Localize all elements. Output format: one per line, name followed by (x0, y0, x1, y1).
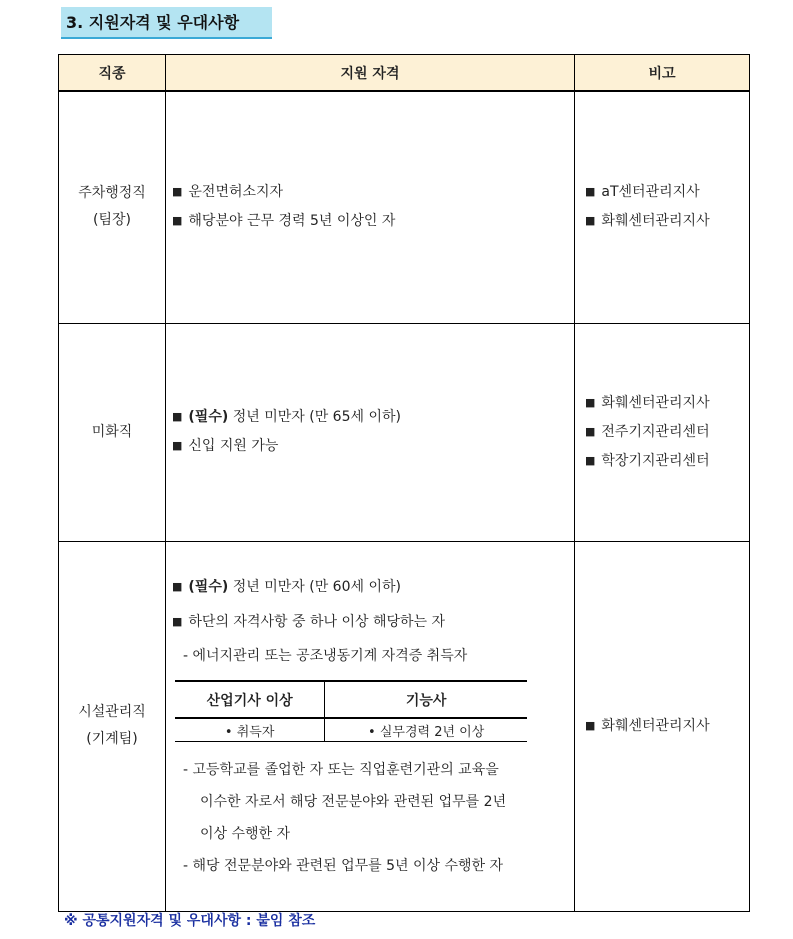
bullet-square-icon: ■ (585, 395, 596, 409)
license-header-craftsman: 기능사 (325, 681, 527, 718)
bullet-square-icon: ■ (585, 453, 596, 467)
license-header-industrial: 산업기사 이상 (175, 681, 325, 718)
note-cell (575, 91, 750, 323)
qualification-cell (166, 91, 575, 323)
job-title: 주차행정직 (78, 185, 146, 202)
bullet-square-icon: ■ (172, 615, 183, 628)
table-row (59, 91, 750, 323)
bullet-square-icon: ■ (172, 214, 183, 228)
list-item: ■ aT센터관리지사 (585, 184, 700, 201)
note-cell (575, 541, 750, 911)
job-cell (59, 541, 166, 911)
list-item: ■ 학장기지관리센터 (585, 452, 710, 469)
list-item: ■ 화훼센터관리지사 (585, 717, 710, 734)
list-item: ■ 해당분야 근무 경력 5년 이상인 자 (172, 213, 396, 230)
section-title (61, 7, 272, 38)
section-title-text: 3. 지원자격 및 우대사항 (66, 13, 240, 32)
sub-item: - 해당 전문분야와 관련된 업무를 5년 이상 수행한 자 (183, 858, 504, 874)
qualification-cell (166, 541, 575, 911)
header-qualification: 지원 자격 (166, 55, 575, 92)
bullet-square-icon: ■ (585, 185, 596, 199)
list-item: ■ (필수) 정년 미만자 (만 60세 이하) (172, 579, 401, 595)
sub-item-continuation: 이수한 자로서 해당 전문분야와 관련된 업무를 2년 (200, 794, 507, 810)
table-header-row (59, 55, 750, 92)
header-note: 비고 (575, 55, 750, 92)
sub-item: - 고등학교를 졸업한 자 또는 직업훈련기관의 교육을 (183, 762, 499, 778)
header-job: 직종 (59, 55, 166, 92)
list-item: ■ 신입 지원 가능 (172, 438, 279, 454)
list-item: ■ 전주기지관리센터 (585, 423, 710, 440)
job-subtitle: (팀장) (93, 212, 131, 229)
table-row (59, 541, 750, 911)
sub-item: - 에너지관리 또는 공조냉동기계 자격증 취득자 (183, 648, 468, 664)
bullet-square-icon: ■ (585, 214, 596, 228)
qualification-table (58, 54, 750, 912)
list-item: ■ 하단의 자격사항 중 하나 이상 해당하는 자 (172, 614, 446, 630)
job-title: 미화직 (91, 423, 133, 440)
bullet-square-icon: ■ (585, 718, 596, 732)
list-item: ■ (필수) 정년 미만자 (만 65세 이하) (172, 409, 401, 425)
job-cell (59, 91, 166, 323)
bullet-square-icon: ■ (585, 424, 596, 438)
table-row (59, 323, 750, 541)
footer-note: ※ 공통지원자격 및 우대사항 : 붙임 참조 (64, 913, 316, 929)
bullet-square-icon: ■ (172, 439, 183, 452)
note-cell (575, 323, 750, 541)
list-item: ■ 화훼센터관리지사 (585, 213, 710, 230)
job-title: 시설관리직 (78, 704, 146, 720)
required-label: (필수) (188, 579, 229, 595)
sub-item-continuation: 이상 수행한 자 (200, 826, 291, 842)
bullet-square-icon: ■ (172, 185, 183, 199)
bullet-square-icon: ■ (172, 580, 183, 593)
required-label: (필수) (188, 409, 229, 425)
list-item: ■ 화훼센터관리지사 (585, 394, 710, 411)
job-cell (59, 323, 166, 541)
qualification-cell (166, 323, 575, 541)
license-cell-industrial: • 취득자 (175, 718, 325, 742)
license-table (175, 680, 527, 742)
bullet-square-icon: ■ (172, 410, 183, 423)
license-cell-craftsman: • 실무경력 2년 이상 (325, 718, 527, 742)
job-subtitle: (기계팀) (86, 731, 138, 747)
list-item: ■ 운전면허소지자 (172, 184, 284, 201)
